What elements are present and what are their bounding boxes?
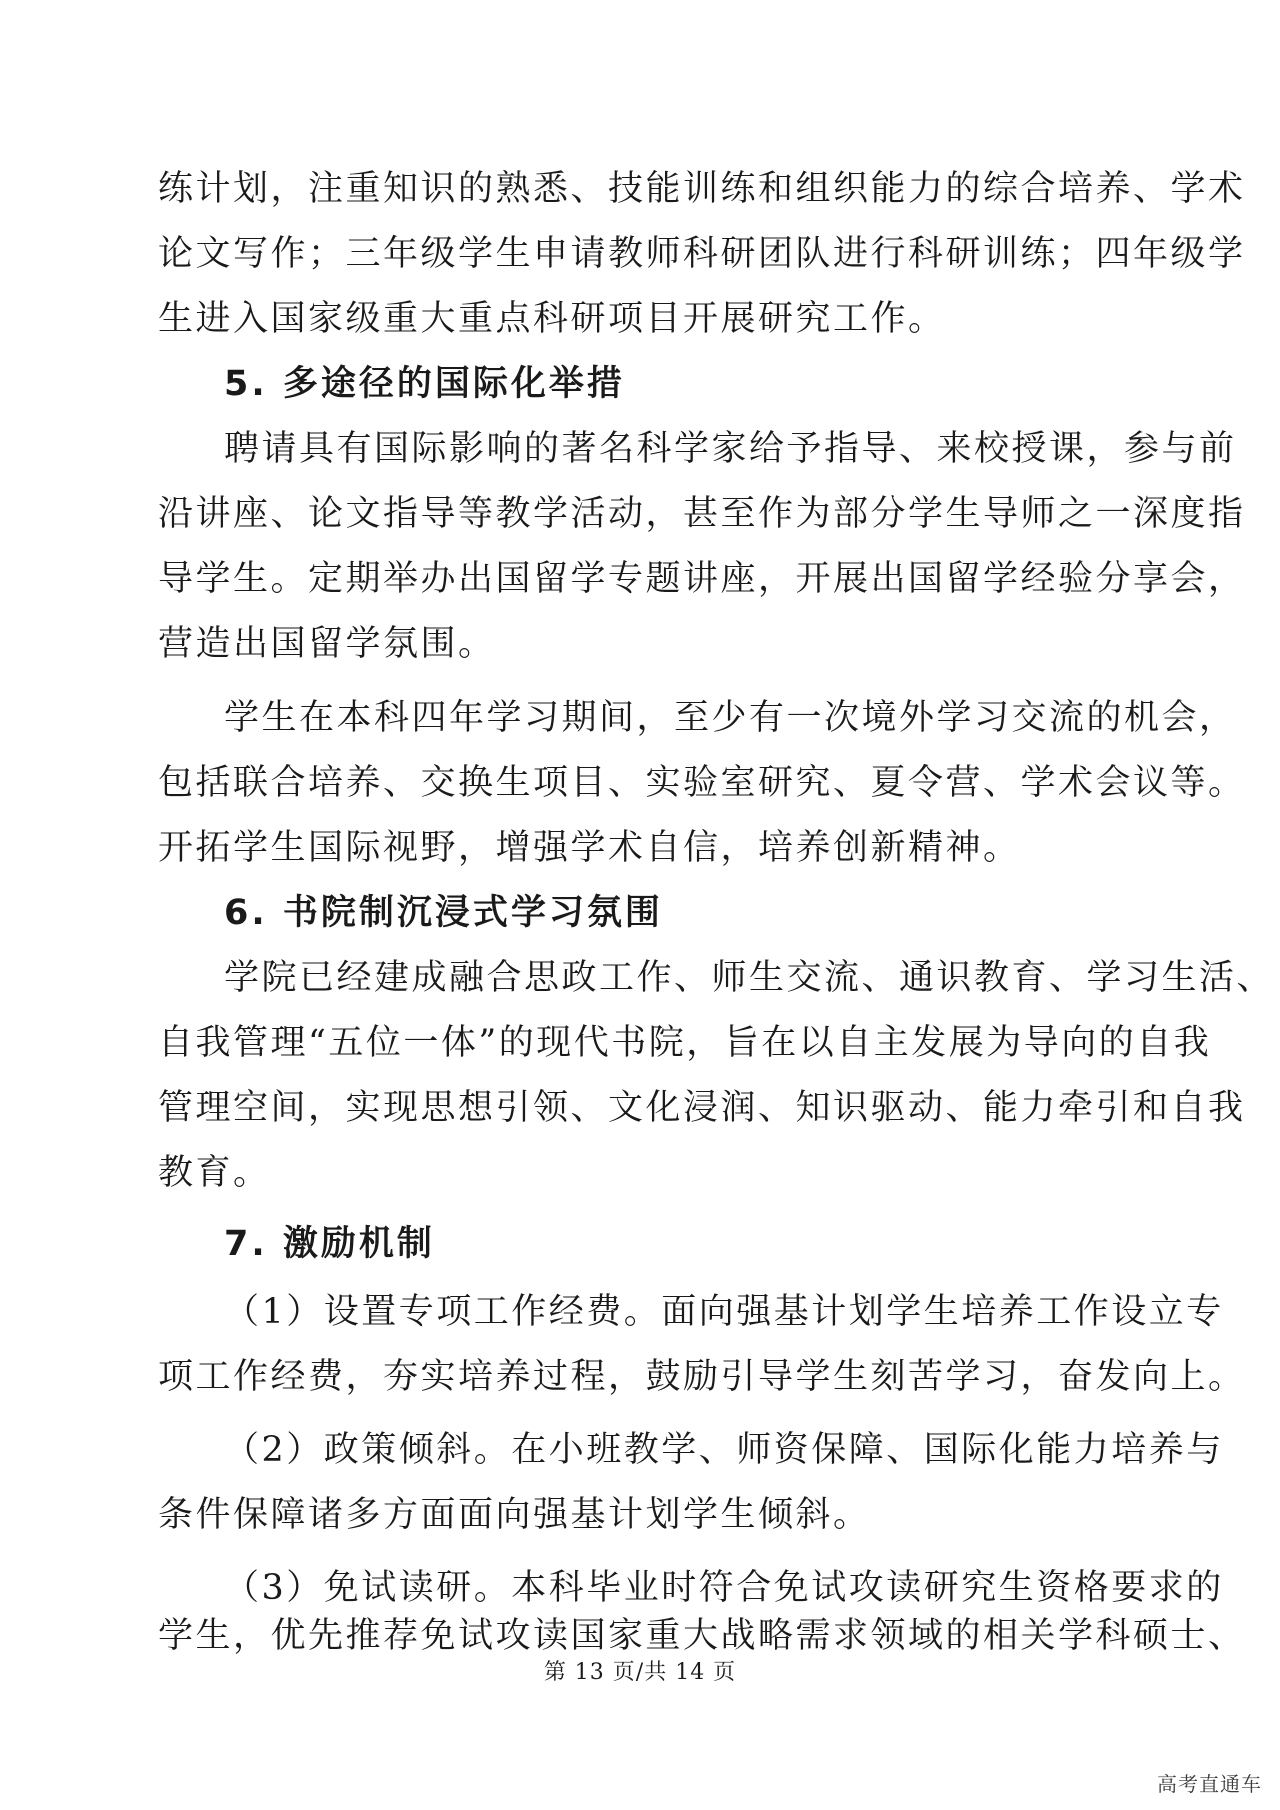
section-heading-6: 6. 书院制沉浸式学习氛围 bbox=[224, 893, 663, 933]
paragraph-line: 论文写作；三年级学生申请教师科研团队进行科研训练；四年级学 bbox=[158, 234, 1246, 274]
paragraph-line: 学生在本科四年学习期间，至少有一次境外学习交流的机会， bbox=[224, 698, 1237, 738]
paragraph-line: 开拓学生国际视野，增强学术自信，培养创新精神。 bbox=[158, 828, 1021, 868]
paragraph-line: 练计划，注重知识的熟悉、技能训练和组织能力的综合培养、学术 bbox=[158, 169, 1246, 209]
section-heading-5: 5. 多途径的国际化举措 bbox=[224, 364, 625, 404]
paragraph-line: 管理空间，实现思想引领、文化浸润、知识驱动、能力牵引和自我 bbox=[158, 1088, 1246, 1128]
watermark-text: 高考直通车 bbox=[1157, 1772, 1262, 1796]
paragraph-line: 教育。 bbox=[158, 1153, 271, 1193]
paragraph-line: 项工作经费，夯实培养过程，鼓励引导学生刻苦学习，奋发向上。 bbox=[158, 1357, 1246, 1397]
page-number: 第 13 页/共 14 页 bbox=[543, 1660, 737, 1685]
paragraph-line: 营造出国留学氛围。 bbox=[158, 624, 496, 664]
paragraph-line: （2）政策倾斜。在小班教学、师资保障、国际化能力培养与 bbox=[224, 1430, 1224, 1470]
paragraph-line: 自我管理“五位一体”的现代书院，旨在以自主发展为导向的自我 bbox=[158, 1023, 1212, 1063]
paragraph-line: 条件保障诸多方面面向强基计划学生倾斜。 bbox=[158, 1495, 871, 1535]
paragraph-line: 学院已经建成融合思政工作、师生交流、通识教育、学习生活、 bbox=[224, 958, 1275, 998]
paragraph-line: 导学生。定期举办出国留学专题讲座，开展出国留学经验分享会， bbox=[158, 559, 1246, 599]
paragraph-line: 学生，优先推荐免试攻读国家重大战略需求领域的相关学科硕士、 bbox=[158, 1616, 1246, 1656]
paragraph-line: 聘请具有国际影响的著名科学家给予指导、来校授课，参与前 bbox=[224, 429, 1237, 469]
section-heading-7: 7. 激励机制 bbox=[224, 1224, 435, 1264]
paragraph-line: 生进入国家级重大重点科研项目开展研究工作。 bbox=[158, 299, 946, 339]
paragraph-line: 沿讲座、论文指导等教学活动，甚至作为部分学生导师之一深度指 bbox=[158, 494, 1246, 534]
paragraph-line: 包括联合培养、交换生项目、实验室研究、夏令营、学术会议等。 bbox=[158, 763, 1246, 803]
paragraph-line: （1）设置专项工作经费。面向强基计划学生培养工作设立专 bbox=[224, 1292, 1224, 1332]
paragraph-line: （3）免试读研。本科毕业时符合免试攻读研究生资格要求的 bbox=[224, 1568, 1224, 1608]
